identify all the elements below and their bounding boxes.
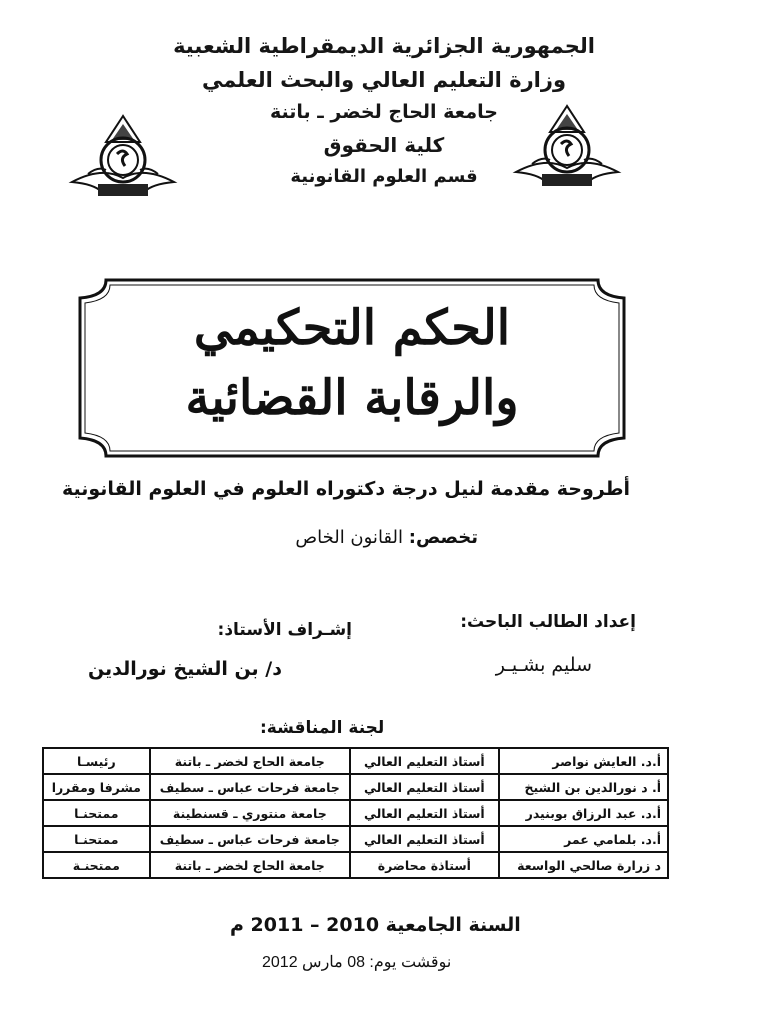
table-row: [43, 748, 668, 774]
university-emblem-icon: [512, 102, 622, 202]
university-emblem-icon: [68, 112, 178, 212]
student-name: سليم بشـيـر: [495, 654, 592, 676]
academic-year: السنة الجامعية 2010 – 2011 م: [230, 914, 521, 936]
university-heading: جامعة الحاج لخضر ـ باتنة: [269, 101, 498, 123]
jury-member-rank: أستاذ التعليم العالي: [350, 826, 499, 852]
ministry-heading: وزارة التعليم العالي والبحث العلمي: [201, 68, 567, 92]
thesis-title-line-2: والرقابة القضائية: [185, 370, 519, 426]
jury-member-role: ممتحنـا: [43, 826, 150, 852]
jury-member-name: أ.د. العايش نواصر: [499, 748, 668, 774]
supervisor-name: د/ بن الشيخ نورالدين: [87, 658, 282, 680]
jury-member-name: د زرارة صالحي الواسعة: [499, 852, 668, 878]
prepared-by-label: إعداد الطالب الباحث:: [460, 612, 636, 632]
jury-member-rank: أستاذة محاضرة: [350, 852, 499, 878]
jury-member-name: أ. د نورالدين بن الشيخ: [499, 774, 668, 800]
specialty-label: تخصص:: [408, 527, 478, 548]
jury-member-university: جامعة الحاج لخضر ـ باتنة: [150, 852, 350, 878]
jury-member-name: أ.د. عبد الرزاق بوبنيدر: [499, 800, 668, 826]
table-row: [43, 800, 668, 826]
jury-member-name: أ.د. بلمامي عمر: [499, 826, 668, 852]
specialty-line: [295, 527, 478, 548]
specialty-value: القانون الخاص: [295, 527, 404, 548]
table-row: [43, 852, 668, 878]
thesis-description: أطروحة مقدمة لنيل درجة دكتوراه العلوم في العلوم القانونية: [61, 478, 630, 500]
jury-member-university: جامعة فرحات عباس ـ سطيف: [150, 774, 350, 800]
jury-member-role: رئيسـا: [43, 748, 150, 774]
thesis-title-line-1: الحكم التحكيمي: [193, 300, 511, 356]
jury-table: [42, 747, 669, 879]
jury-member-role: مشرفا ومقررا: [43, 774, 150, 800]
jury-member-role: ممتحنـة: [43, 852, 150, 878]
jury-member-university: جامعة فرحات عباس ـ سطيف: [150, 826, 350, 852]
defense-date: نوقشت يوم: 08 مارس 2012: [262, 954, 452, 971]
faculty-heading: كلية الحقوق: [323, 133, 445, 157]
jury-member-university: جامعة الحاج لخضر ـ باتنة: [150, 748, 350, 774]
republic-heading: الجمهورية الجزائرية الديمقراطية الشعبية: [173, 34, 595, 58]
jury-member-rank: أستاذ التعليم العالي: [350, 748, 499, 774]
supervised-by-label: إشـراف الأستاذ:: [217, 620, 352, 640]
jury-member-rank: أستاذ التعليم العالي: [350, 800, 499, 826]
jury-member-role: ممتحنـا: [43, 800, 150, 826]
department-heading: قسم العلوم القانونية: [290, 166, 478, 187]
jury-member-rank: أستاذ التعليم العالي: [350, 774, 499, 800]
jury-member-university: جامعة منتوري ـ قسنطينة: [150, 800, 350, 826]
table-row: [43, 774, 668, 800]
jury-title: لجنة المناقشة:: [260, 718, 385, 738]
table-row: [43, 826, 668, 852]
